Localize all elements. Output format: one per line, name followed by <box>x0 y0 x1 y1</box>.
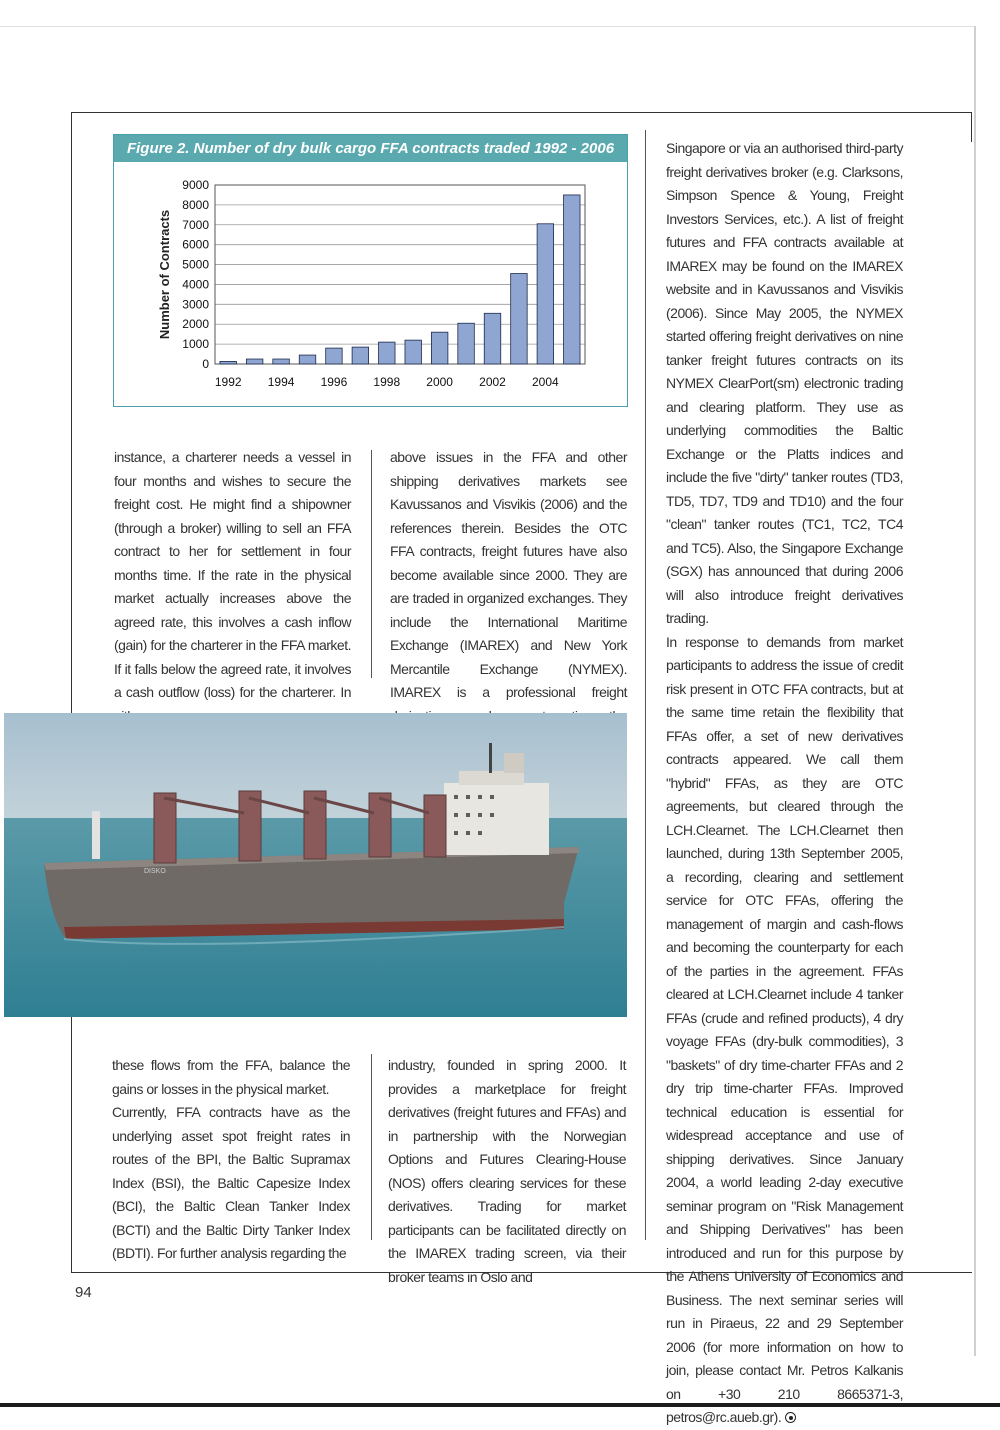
scan-edge <box>0 26 975 27</box>
bar-1993 <box>246 359 263 364</box>
y-tick-label: 8000 <box>182 197 209 212</box>
paragraph: instance, a charterer needs a vessel in four months and wishes to secure the freight cost. He might find a shipowner (through a broker) willing to sell an FFA contract to her for settlement in four months time. If the rate in the physical market actually increases above the agreed rate, this involves a cash inflow (gain) for the charterer in the FFA market. If it falls below the agreed rate, it involves a cash outflow (loss) for the charterer. In <box>114 449 351 700</box>
bar-1992 <box>220 361 237 364</box>
frame-rule-right <box>971 112 972 142</box>
paragraph-text: In response to demands from market participants to address the issue of credit risk present in OTC FFA contracts, but at the same time retain the flexibility that FFAs offer, a set of new derivatives contracts appeared. We call them "hybrid" FFAs, as they are OTC agreements, but cleared through the LCH.Clearnet. The LCH.Clearnet then launched, during 13th September 2005, a recording, clearing and settlement service for OTC FFAs, offering the management of margin and cash-flows and becoming the counterparty for each of the parties in the agreement. FFAs cleared at LCH.Clearnet include 4 tanker FFAs (crude and refined products), 4 dry voyage FFAs (dry-bulk commodities), 3 "baskets" of dry time-charter FFAs and 2 dry trip time-charter FFAs. Improved technical education is essential for widespread acceptance and use of shipping derivatives. Since January 2004, a world leading 2-day executive seminar program on "Risk Management and Shipping Derivatives" has been introduced and run for this purpose by the Athens University of Economics and Business. The next seminar series will run in Piraeus, 22 and 29 September 2006 (for more information on how to join, please contact Mr. Petros Kalkanis on +30 210 8665371-3, petros@rc.aueb.gr). <box>666 633 903 1425</box>
bar-1996 <box>326 348 343 364</box>
paragraph: Singapore or via an authorised third-party freight derivatives broker (e.g. Clarksons, Simpson Spence & Young, Freight Investors Services, etc.). A list of freight futures and FFA contracts available at IMAREX may be found on the IMAREX website and in Kavussanos and Visvikis (2006). Since May 2005, the NYMEX started offering freight derivatives on nine tanker freight futures contracts on its NYMEX ClearPort(sm) electronic trading and clearing platform. They use as underlying commodities the Baltic Exchange or the Platts indices and include the five "dirty" tanker routes (TD3, TD5, TD7, TD9 and TD10) and the four "clean" tanker routes (TC1, TC2, TC4 and TC5). Also, the Singapore Exchange (SGX) has announced that during 2006 will also introduce freight derivatives trading. <box>666 140 903 626</box>
bar-2002 <box>484 313 501 364</box>
bar-1998 <box>379 342 396 364</box>
figure-title: Figure 2. Number of dry bulk cargo FFA contracts traded 1992 - 2006 <box>114 135 627 162</box>
bar-2005 <box>564 195 581 364</box>
bar-2001 <box>458 323 475 364</box>
y-tick-label: 4000 <box>182 277 209 292</box>
column-3 <box>666 137 903 1430</box>
y-tick-label: 2000 <box>182 317 209 332</box>
frame-rule-left <box>71 112 72 1272</box>
x-tick-label: 2002 <box>479 375 506 389</box>
column-divider <box>371 450 372 678</box>
figure-2 <box>113 134 628 407</box>
y-tick-label: 6000 <box>182 237 209 252</box>
column-1-bottom <box>112 1054 350 1266</box>
bar-1999 <box>405 340 422 364</box>
page-number: 94 <box>75 1284 92 1301</box>
ship-photo <box>4 713 627 1017</box>
column-1-top <box>114 446 351 728</box>
paragraph: Currently, FFA contracts have as the underlying asset spot freight rates in routes of the BPI, the Baltic Supramax Index (BSI), the Baltic Capesize Index (BCI), the Baltic Clean Tanker Index (BCTI) and the Baltic Dirty Tanker Index (BDTI). For further analysis regarding the <box>112 1104 350 1261</box>
ship-name: DISKO <box>144 868 166 875</box>
plot-area <box>215 185 585 364</box>
x-tick-label: 2004 <box>532 375 559 389</box>
column-divider <box>645 130 646 1240</box>
x-tick-label: 2000 <box>426 375 453 389</box>
y-tick-label: 0 <box>202 357 209 371</box>
paragraph <box>666 631 903 1430</box>
frame-rule-top <box>71 112 972 113</box>
x-tick-label: 1998 <box>373 375 401 389</box>
y-tick-label: 5000 <box>182 257 209 272</box>
y-axis-label: Number of Contracts <box>157 209 172 340</box>
x-tick-label: 1994 <box>267 375 295 389</box>
column-divider <box>371 1054 372 1240</box>
bar-1997 <box>352 347 369 364</box>
y-tick-label: 9000 <box>182 178 209 192</box>
bar-2003 <box>511 274 528 364</box>
column-2-bottom <box>388 1054 626 1289</box>
x-tick-label: 1996 <box>320 375 348 389</box>
bar-1994 <box>273 359 290 364</box>
column-2-top <box>390 446 627 752</box>
paragraph: industry, founded in spring 2000. It provides a marketplace for freight derivatives (freight futures and FFAs) and in partnership with the Norwegian Options and Futures Clearing-House (NOS) offers clearing services for these derivatives. Trading for market participants can be facilitated directly on the IMAREX trading screen, via their broker teams in Oslo and <box>388 1057 626 1285</box>
paragraph: above issues in the FFA and other shipping derivatives markets see Kavussanos and Visvikis (2006) and the references therein. Besides the OTC FFA contracts, freight futures have also become available since 2000. They are are traded in organized exchanges. They include the International Maritime Exchange (IMAREX) and New York Mercantile Exchange (NYMEX). IMAREX is a professional freight <box>390 449 627 700</box>
bar-1995 <box>299 355 316 364</box>
y-tick-label: 3000 <box>182 297 209 312</box>
bar-2000 <box>431 332 448 364</box>
paragraph: these flows from the FFA, balance the gains or losses in the physical market. <box>112 1057 350 1097</box>
bar-2004 <box>537 224 554 364</box>
bar-chart <box>114 162 627 406</box>
y-tick-label: 1000 <box>182 337 209 352</box>
scan-edge <box>974 26 976 1356</box>
y-tick-label: 7000 <box>182 217 209 232</box>
x-tick-label: 1992 <box>214 375 242 389</box>
